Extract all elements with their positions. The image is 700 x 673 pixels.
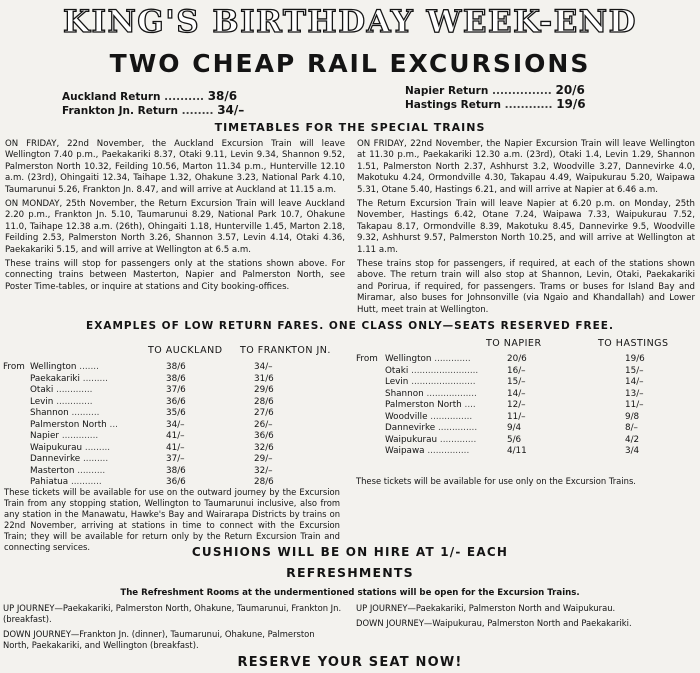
from-label: From (356, 354, 378, 364)
headline: KING'S BIRTHDAY WEEK-END (63, 4, 637, 40)
station-name: Pahiatua ........... (30, 477, 102, 487)
refreshments-title: REFRESHMENTS (286, 565, 414, 580)
frankton-fare-cell: 27/6 (254, 408, 274, 418)
napier-return-text: The Return Excursion Train will leave Napier at 6.20 p.m. on Monday, 25th November, Hastings 6.42, Otane 7.24, Waipawa 7.33, Waipukurau 7.52, Takapau 8.17, Ormondville 8.39, Makotuku 8.45, Dannevirke 9.5, Woodville 9.32, Ashhurst 9.57, Palmerston North 10.25, and will arrive at Wellington at 1.11 a.m. (357, 199, 695, 255)
napier-fare-cell: 4/11 (507, 446, 527, 456)
station-name: Waipawa ............... (385, 446, 470, 456)
auckland-departure-text: ON FRIDAY, 22nd November, the Auckland Excursion Train will leave Wellington 7.40 p.m., Paekakariki 8.37, Otaki 9.11, Levin 9.34, Shannon 9.52, Palmerston North 10.32, Feilding 10.56, Marton 11.34 p.m., Hunterville 12.10 a.m. (23rd), Ohingaiti 12.34, Taihape 1.32, Ohakune 3.23, National Park 4.10, Taumarunui 5.26, Frankton Jn. 8.47, and will arrive at Auckland at 11.15 a.m. (5, 139, 345, 195)
frankton-fare-cell: 29/– (254, 454, 273, 464)
left-stops-note: These trains will stop for passengers only at the stations shown above. For connecting trains between Masterton, Napier and Palmerston North, see Poster Time-tables, or inquire at stations and City booking-offices. (5, 259, 345, 292)
leader-dots: ............ (504, 99, 553, 111)
hastings-fare-cell: 19/6 (625, 354, 645, 364)
station-name: Levin ............. (30, 396, 93, 407)
right-fares-table (385, 354, 645, 458)
left-down-journey: DOWN JOURNEY—Frankton Jn. (dinner), Taumarunui, Ohakune, Palmerston North, Paekakariki, and Wellington (breakfast). (3, 629, 315, 650)
table-row (30, 408, 274, 420)
station-name: Wellington ............. (385, 354, 471, 364)
col-header-napier: TO NAPIER (486, 338, 542, 349)
napier-fare-cell: 5/6 (507, 434, 522, 445)
frankton-fare-label: Frankton Jn. Return (62, 105, 178, 117)
left-table-note: These tickets will be available for use on the outward journey by the Excursion Train from any stopping station, Wellington to Taumarunui inclusive, also from any station in the Manawatu, Hawke's Bay and Wairarapa Districts by trains on 22nd November, arriving at stations in time to connect with the Excursion Train; they will be available for return only by the Return Excursion Train and connecting services. (4, 487, 340, 552)
auckland-fare-cell: 37/6 (166, 385, 186, 395)
station-name: Masterton .......... (30, 465, 106, 476)
table-row (30, 431, 274, 443)
station-name: Dannevirke ......... (30, 454, 109, 464)
table-row (385, 412, 645, 424)
col-header-hastings: TO HASTINGS (598, 338, 669, 349)
hastings-fare-cell: 9/8 (625, 411, 640, 422)
auckland-fare-label: Auckland Return (62, 91, 161, 103)
col-header-frankton: TO FRANKTON JN. (240, 345, 331, 356)
frankton-fare-value: 34/– (217, 103, 245, 117)
table-row (30, 454, 274, 466)
napier-fare (405, 83, 585, 97)
napier-fare-value: 20/6 (555, 83, 585, 97)
table-row (30, 397, 274, 409)
station-name: Woodville ............... (385, 411, 473, 422)
right-up-journey: UP JOURNEY—Paekakariki, Palmerston North and Waipukurau. (356, 603, 616, 613)
napier-fare-cell: 12/– (507, 400, 526, 410)
auckland-fare-cell: 38/6 (166, 362, 186, 372)
station-name: Palmerston North ... (30, 419, 118, 430)
napier-departure-text: ON FRIDAY, 22nd November, the Napier Excursion Train will leave Wellington at 11.30 p.m., Paekakariki 12.30 a.m. (23rd), Otaki 1.4, Levin 1.29, Shannon 1.51, Palmerston North 2.37, Ashhurst 3.2, Woodville 3.27, Dannevirke 4.0, Makotuku 4.24, Ormondville 4.30, Takapau 4.49, Waipukurau 5.20, Waipawa 5.31, Otane 5.40, Hastings 6.21, and will arrive at Napier at 6.46 a.m. (357, 139, 695, 195)
col-header-auckland: TO AUCKLAND (148, 345, 223, 356)
frankton-fare-cell: 36/6 (254, 431, 274, 441)
refreshments-intro: The Refreshment Rooms at the undermentioned stations will be open for the Excursion Trains. (120, 588, 580, 598)
right-table-note: These tickets will be available for use only on the Excursion Trains. (356, 476, 636, 486)
station-name: Waipukurau ......... (30, 442, 111, 453)
auckland-fare-cell: 36/6 (166, 396, 186, 407)
hastings-fare-cell: 3/4 (625, 446, 640, 456)
frankton-fare-cell: 32/6 (254, 442, 274, 453)
table-row (30, 374, 274, 386)
table-row (30, 385, 274, 397)
table-row (30, 362, 274, 374)
table-row (385, 377, 645, 389)
auckland-fare-cell: 38/6 (166, 373, 186, 384)
frankton-fare-cell: 28/6 (254, 396, 274, 407)
hastings-fare-cell: 4/2 (625, 434, 640, 445)
table-row (385, 423, 645, 435)
napier-fare-cell: 14/– (507, 388, 526, 399)
right-down-journey: DOWN JOURNEY—Waipukurau, Palmerston North and Paekakariki. (356, 618, 632, 628)
frankton-fare-cell: 26/– (254, 419, 273, 430)
station-name: Paekakariki ......... (30, 373, 108, 384)
frankton-fare-cell: 34/– (254, 362, 273, 372)
hastings-fare-cell: 14/– (625, 377, 644, 387)
auckland-fare-cell: 41/– (166, 442, 185, 453)
napier-fare-cell: 15/– (507, 377, 526, 387)
hastings-fare-cell: 15/– (625, 365, 644, 376)
hastings-fare-value: 19/6 (556, 97, 586, 111)
station-name: Dannevirke .............. (385, 423, 478, 433)
station-name: Otaki ........................ (385, 365, 479, 376)
leader-dots: .......... (164, 91, 205, 103)
station-name: Shannon .................. (385, 388, 477, 399)
table-row (30, 466, 274, 478)
hastings-fare (405, 97, 586, 111)
table-row (385, 400, 645, 412)
hastings-fare-cell: 13/– (625, 388, 644, 399)
frankton-fare-cell: 29/6 (254, 385, 274, 395)
auckland-fare (62, 89, 237, 103)
auckland-fare-cell: 38/6 (166, 465, 186, 476)
napier-fare-cell: 11/– (507, 411, 526, 422)
right-timetable (357, 139, 695, 319)
right-stops-note: These trains stop for passengers, if required, at each of the stations shown above. The return train will also stop at Shannon, Levin, Otaki, Paekakariki and Porirua, if required, for passengers. Trams or buses for Island Bay and Miramar, also buses for Johnsonville (via Ngaio and Khandallah) and Lower Hutt, meet train at Wellington. (357, 259, 695, 315)
napier-fare-label: Napier Return (405, 85, 489, 97)
auckland-fare-cell: 41/– (166, 431, 185, 441)
station-name: Levin ....................... (385, 377, 476, 387)
timetables-title: TIMETABLES FOR THE SPECIAL TRAINS (214, 121, 486, 134)
frankton-fare-cell: 32/– (254, 465, 273, 476)
frankton-fare-cell: 28/6 (254, 477, 274, 487)
hastings-fare-cell: 11/– (625, 400, 644, 410)
left-fares-table (30, 362, 274, 489)
station-name: Wellington ....... (30, 362, 99, 372)
reserve-seat-footer: RESERVE YOUR SEAT NOW! (237, 655, 463, 670)
station-name: Shannon .......... (30, 408, 100, 418)
subheadline: TWO CHEAP RAIL EXCURSIONS (109, 49, 591, 78)
examples-title: EXAMPLES OF LOW RETURN FARES. ONE CLASS ONLY—SEATS RESERVED FREE. (86, 320, 614, 332)
auckland-fare-cell: 34/– (166, 419, 185, 430)
from-label: From (3, 362, 25, 372)
station-name: Otaki ............. (30, 385, 93, 395)
table-row (385, 366, 645, 378)
table-row (30, 420, 274, 432)
leader-dots: ........ (181, 105, 214, 117)
left-timetable (5, 139, 345, 296)
auckland-return-text: ON MONDAY, 25th November, the Return Excursion Train will leave Auckland 2.20 p.m., Frankton Jn. 5.10, Taumarunui 8.29, National Park 10.7, Ohakune 11.0, Taihape 12.38 a.m. (26th), Ohingaiti 1.18, Hunterville 1.45, Marton 2.18, Feilding 2.53, Palmerston North 3.26, Shannon 3.57, Levin 4.14, Otaki 4.36, Paekakariki 5.15, and will arrive at Wellington at 6.5 a.m. (5, 199, 345, 255)
station-name: Palmerston North .... (385, 400, 476, 410)
auckland-fare-cell: 36/6 (166, 477, 186, 487)
napier-fare-cell: 9/4 (507, 423, 522, 433)
auckland-fare-value: 38/6 (207, 89, 238, 103)
auckland-fare-cell: 37/– (166, 454, 185, 464)
table-row (385, 389, 645, 401)
table-row (385, 354, 645, 366)
napier-fare-cell: 16/– (507, 365, 526, 376)
cushions-notice: CUSHIONS WILL BE ON HIRE AT 1/- EACH (191, 545, 509, 559)
auckland-fare-cell: 35/6 (166, 408, 186, 418)
leader-dots: ............... (491, 85, 552, 97)
hastings-fare-cell: 8/– (625, 423, 638, 433)
table-row (385, 446, 645, 458)
station-name: Waipukurau ............. (385, 434, 477, 445)
table-row (385, 435, 645, 447)
table-row (30, 443, 274, 455)
napier-fare-cell: 20/6 (507, 354, 527, 364)
frankton-fare (62, 103, 244, 117)
left-up-journey: UP JOURNEY—Paekakariki, Palmerston North, Ohakune, Taumarunui, Frankton Jn. (breakfast). (3, 603, 342, 624)
frankton-fare-cell: 31/6 (254, 373, 274, 384)
hastings-fare-label: Hastings Return (405, 99, 501, 111)
station-name: Napier ............. (30, 431, 99, 441)
